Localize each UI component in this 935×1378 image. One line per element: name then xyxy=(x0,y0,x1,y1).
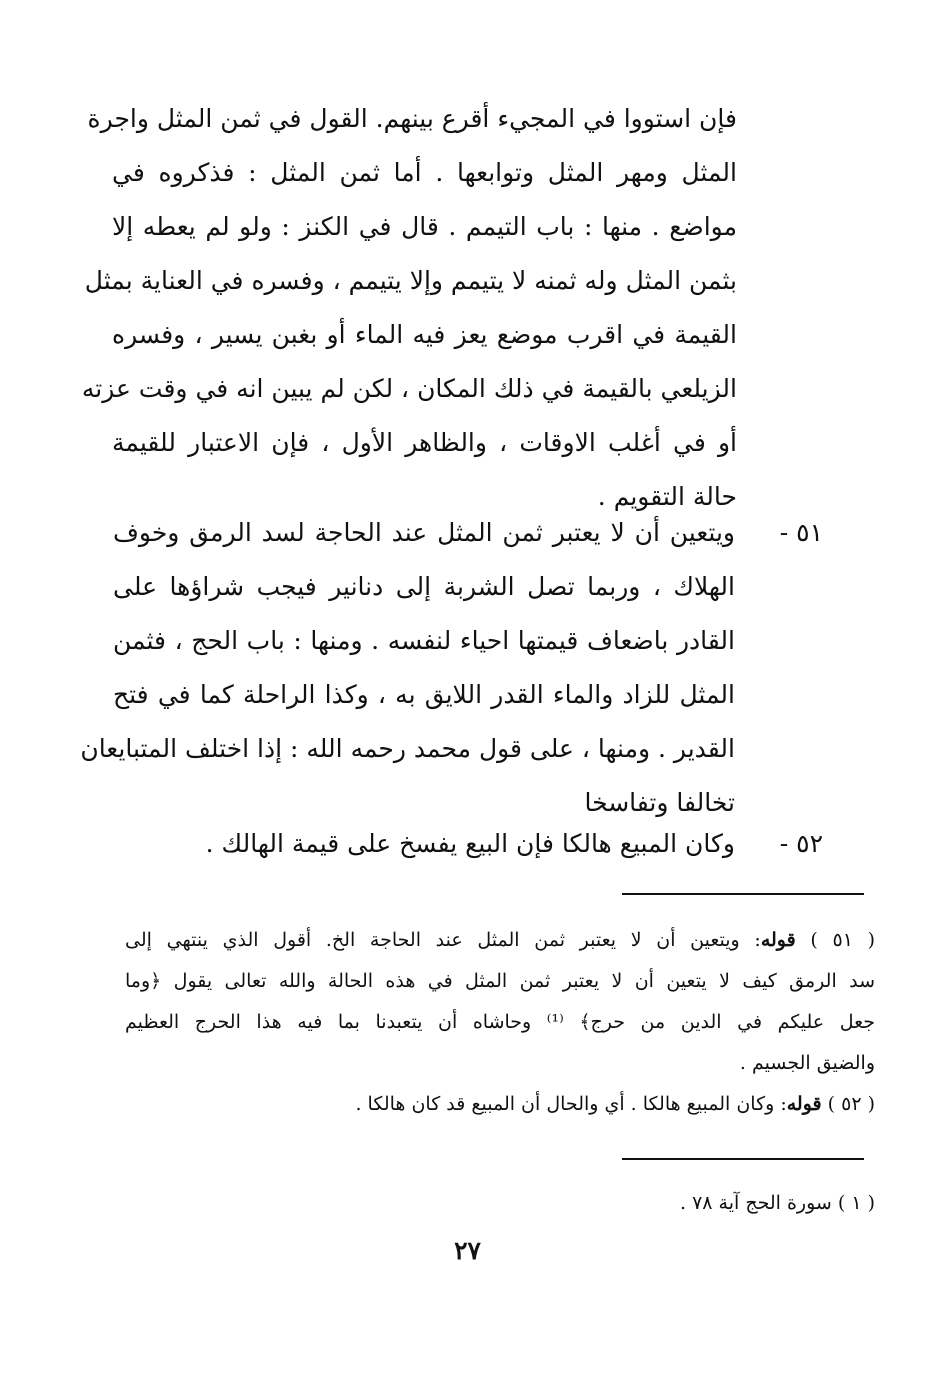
item-body xyxy=(113,817,735,871)
reference-separator xyxy=(622,1158,864,1160)
page-number: ٢٧ xyxy=(454,1236,481,1265)
text-line: القيمة في اقرب موضع يعز فيه الماء أو بغبن يسير ، وفسره xyxy=(112,320,737,349)
item-number: ٥١ - xyxy=(779,518,823,547)
footnote-keyword: قوله xyxy=(760,929,796,951)
text-line: وكان المبيع هالكا فإن البيع يفسخ على قيمة الهالك . xyxy=(205,829,735,858)
footnote-keyword: قوله xyxy=(786,1093,822,1115)
text-line: تخالفا وتفاسخا xyxy=(584,788,735,817)
footnote-text: : ويتعين أن لا يعتبر ثمن المثل عند الحاجة الخ. أقول الذي ينتهي إلى xyxy=(125,929,761,951)
text-line: القادر باضعاف قيمتها احياء لنفسه . ومنها : باب الحج ، فثمن xyxy=(113,626,735,655)
footnote-text: : وكان المبيع هالكا . أي والحال أن المبيع قد كان هالكا . xyxy=(355,1093,787,1115)
text-line: الزيلعي بالقيمة في ذلك المكان ، لكن لم يبين انه في وقت عزته xyxy=(81,374,737,403)
footnote-text: جعل عليكم في الدين من حرج﴾ ⁽¹⁾ وحاشاه أن يتعبدنا بما فيه هذا الحرج العظيم xyxy=(125,1011,875,1033)
text-line: مواضع . منها : باب التيمم . قال في الكنز : ولو لم يعطه إلا xyxy=(112,212,737,241)
text-line: حالة التقويم . xyxy=(597,482,737,511)
footnote-separator xyxy=(622,893,864,895)
footnote-text: سد الرمق كيف لا يتعين أن لا يعتبر ثمن المثل في هذه الحالة والله تعالى يقول ﴿وما xyxy=(125,970,875,992)
text-line: بثمن المثل وله ثمنه لا يتيمم وإلا يتيمم ، وفسره في العناية بمثل xyxy=(84,266,737,295)
reference-text: ( ١ ) سورة الحج آية ٧٨ . xyxy=(679,1192,875,1214)
text-line: فإن استووا في المجيء أقرع بينهم. القول في ثمن المثل واجرة xyxy=(87,104,737,133)
text-line: المثل للزاد والماء القدر اللايق به ، وكذا الراحلة كما في فتح xyxy=(113,680,735,709)
item-body xyxy=(80,506,735,830)
footnote-52-line xyxy=(125,1084,875,1125)
text-line: المثل ومهر المثل وتوابعها . أما ثمن المثل : فذكروه في xyxy=(112,158,737,187)
footnote-51-line xyxy=(125,920,875,961)
footnote-label: ( ٥٢ ) xyxy=(827,1093,875,1115)
text-line: الهلاك ، وربما تصل الشربة إلى دنانير فيجب شراؤها على xyxy=(113,572,735,601)
text-line: أو في أغلب الاوقات ، والظاهر الأول ، فإن الاعتبار للقيمة xyxy=(112,428,737,457)
text-line: ويتعين أن لا يعتبر ثمن المثل عند الحاجة لسد الرمق وخوف xyxy=(113,518,735,547)
item-number: ٥٢ - xyxy=(779,829,823,858)
footnote-label: ( ٥١ ) xyxy=(810,929,875,951)
text-line: القدير . ومنها ، على قول محمد رحمه الله : إذا اختلف المتبايعان xyxy=(80,734,735,763)
commentary-footnotes xyxy=(125,920,875,1125)
main-paragraph xyxy=(81,92,737,524)
footnote-text: والضيق الجسيم . xyxy=(739,1052,875,1074)
reference-notes xyxy=(125,1183,875,1224)
